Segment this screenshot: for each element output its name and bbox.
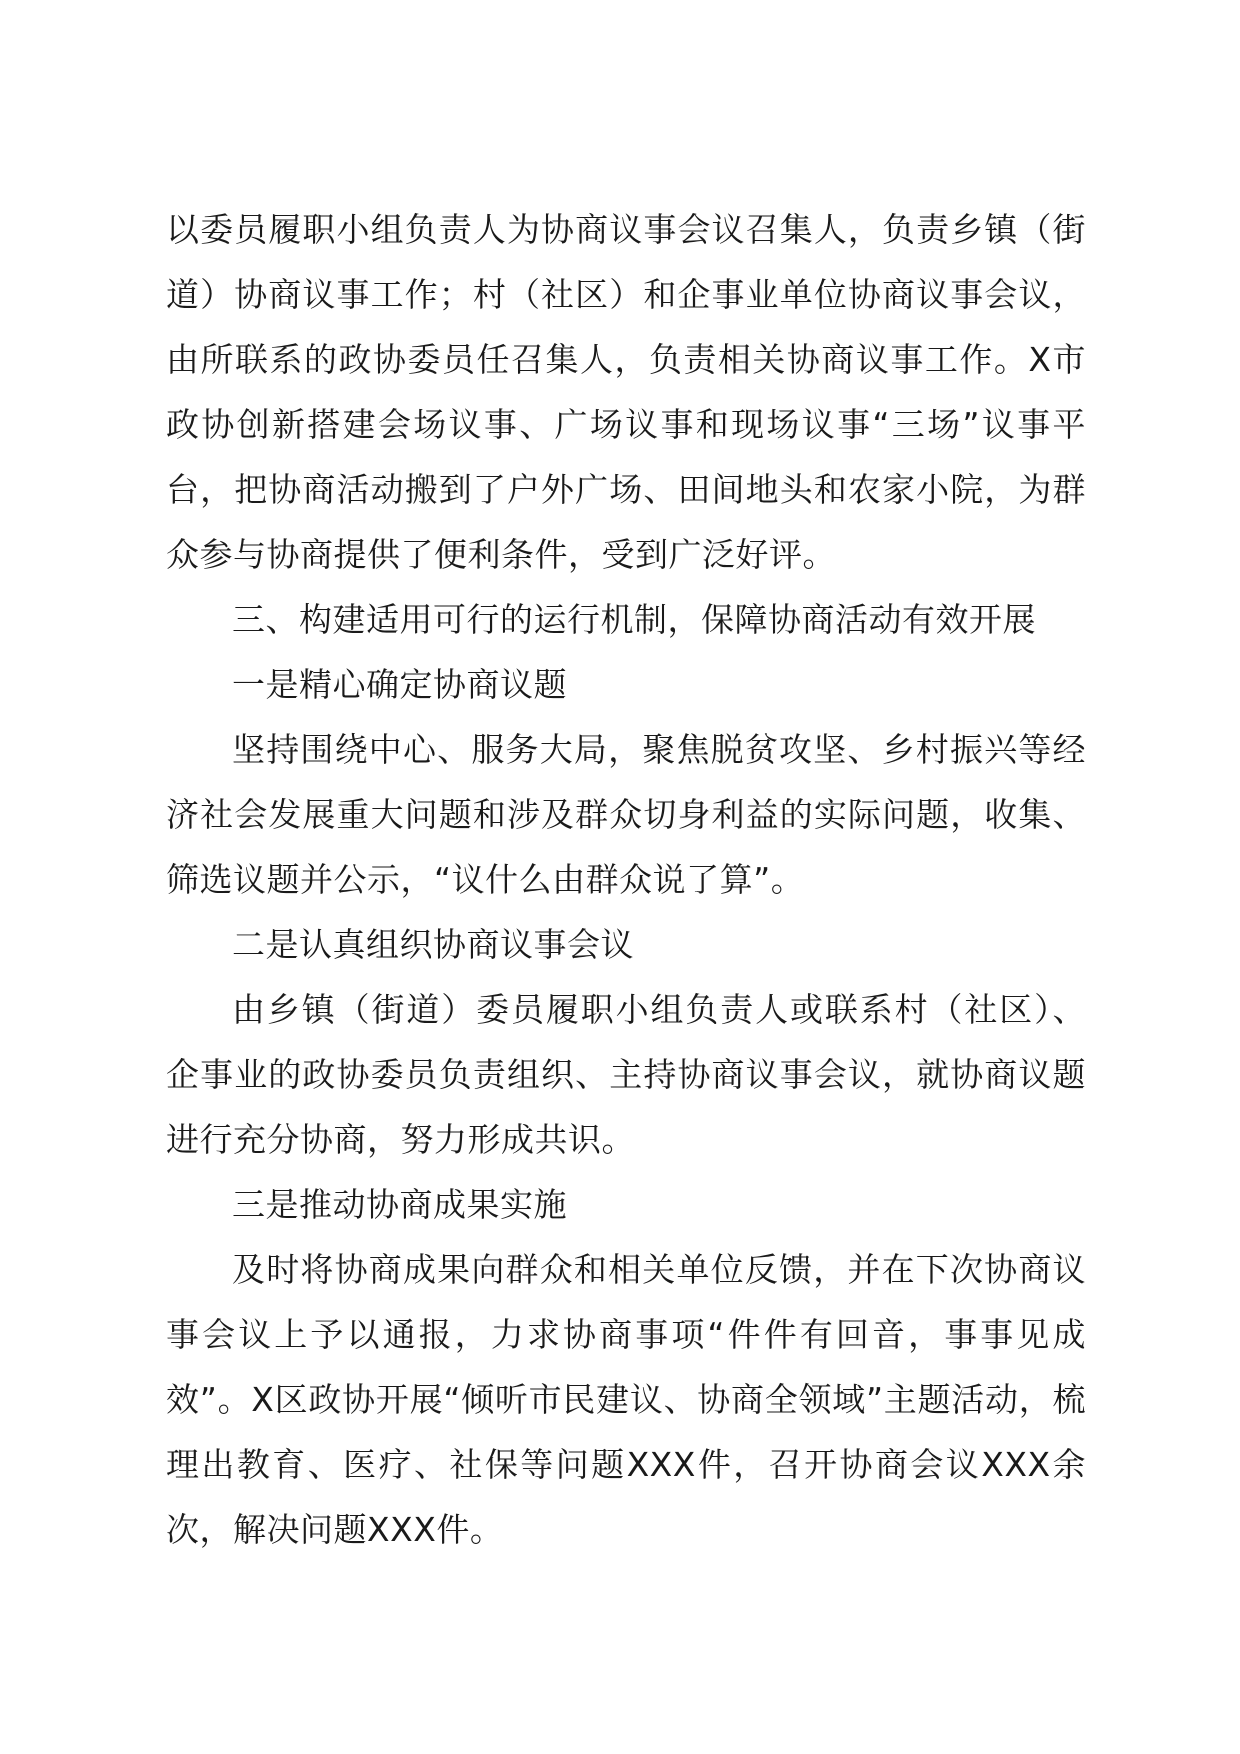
paragraph-results-implementation: 及时将协商成果向群众和相关单位反馈，并在下次协商议事会议上予以通报，力求协商事项“件件有回音，事事见成效”。X区政协开展“倾听市民建议、协商全领域”主题活动，梳理出教育、医疗、社保等问题XXX件，召开协商会议XXX余次，解决问题XXX件。 [166, 1250, 1086, 1549]
paragraph-meeting-organization: 由乡镇（街道）委员履职小组负责人或联系村（社区）、企事业的政协委员负责组织、主持协商议事会议，就协商议题进行充分协商，努力形成共识。 [166, 990, 1086, 1159]
paragraph-continuation: 以委员履职小组负责人为协商议事会议召集人，负责乡镇（街道）协商议事工作；村（社区）和企事业单位协商议事会议，由所联系的政协委员任召集人，负责相关协商议事工作。X市政协创新搭建会场议事、广场议事和现场议事“三场”议事平台，把协商活动搬到了户外广场、田间地头和农家小院，为群众参与协商提供了便利条件，受到广泛好评。 [166, 210, 1086, 574]
paragraph-topic-selection: 坚持围绕中心、服务大局，聚焦脱贫攻坚、乡村振兴等经济社会发展重大问题和涉及群众切身利益的实际问题，收集、筛选议题并公示，“议什么由群众说了算”。 [166, 730, 1086, 899]
subheading-2: 二是认真组织协商议事会议 [232, 925, 634, 964]
section-heading-3: 三、构建适用可行的运行机制，保障协商活动有效开展 [232, 600, 1036, 639]
subheading-1: 一是精心确定协商议题 [232, 665, 567, 704]
subheading-3: 三是推动协商成果实施 [232, 1185, 567, 1224]
document-body [166, 197, 1086, 1562]
